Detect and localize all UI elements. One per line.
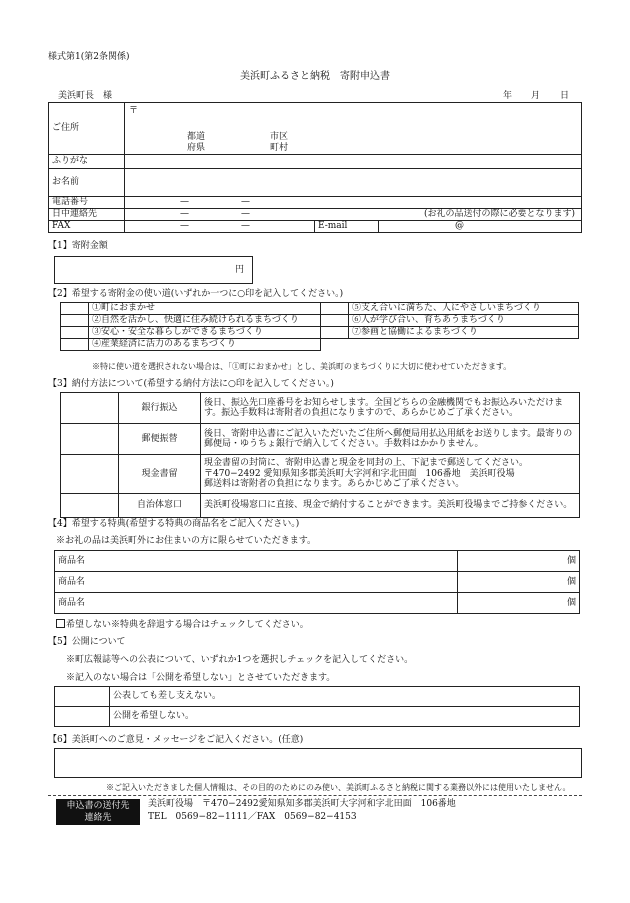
fax-field[interactable] bbox=[125, 221, 315, 233]
form-id: 様式第1(第2条関係) bbox=[48, 52, 130, 62]
disclosure-check-1[interactable] bbox=[55, 687, 110, 707]
phone-dash-1: — bbox=[180, 197, 189, 207]
payment-desc-registered bbox=[201, 455, 580, 494]
gift-name-1[interactable]: 商品名 bbox=[55, 551, 458, 572]
s5-heading: 【5】公開について bbox=[48, 637, 126, 647]
s5-note-2: ※記入のない場合は「公開を希望しない」とさせていただきます。 bbox=[66, 673, 336, 683]
payment-method-postal: 郵便振替 bbox=[119, 424, 201, 455]
email-at: @ bbox=[455, 221, 464, 231]
name-label: お名前 bbox=[49, 169, 125, 197]
phone-label: 電話番号 bbox=[49, 197, 125, 209]
payment-mark-registered[interactable] bbox=[61, 455, 119, 494]
divider bbox=[48, 795, 582, 796]
decline-label: 希望しない※特典を辞退する場合はチェックしてください。 bbox=[66, 620, 309, 630]
disclosure-option-2: 公開を希望しない。 bbox=[110, 707, 580, 727]
day-contact-label: 日中連絡先 bbox=[49, 209, 125, 221]
donation-amount-box[interactable] bbox=[54, 256, 253, 284]
payment-method-bank: 銀行振込 bbox=[119, 393, 201, 424]
purpose-mark-4[interactable] bbox=[61, 339, 89, 351]
s6-heading: 【6】美浜町へのご意見・メッセージをご記入ください。(任意) bbox=[48, 735, 304, 745]
purpose-mark-6[interactable] bbox=[321, 315, 349, 327]
yen-label: 円 bbox=[234, 265, 244, 275]
footer-badge bbox=[56, 799, 140, 825]
day-dash-1: — bbox=[180, 209, 189, 219]
day-dash-2: — bbox=[241, 209, 250, 219]
date-year: 年 bbox=[503, 91, 513, 101]
addressee: 美浜町長 様 bbox=[58, 91, 113, 101]
s1-heading: 【1】寄附金額 bbox=[48, 241, 108, 251]
payment-table bbox=[60, 392, 580, 518]
page-title: 美浜町ふるさと納税 寄附申込書 bbox=[240, 71, 390, 82]
purpose-mark-1[interactable] bbox=[61, 303, 89, 315]
payment-mark-counter[interactable] bbox=[61, 494, 119, 518]
furigana-field[interactable] bbox=[125, 155, 582, 169]
message-box[interactable] bbox=[54, 748, 582, 778]
applicant-table bbox=[48, 102, 582, 233]
gift-note: (お礼の品送付の際に必要となります) bbox=[423, 209, 575, 219]
s2-note: ※特に使い道を選択されない場合は、「①町におまかせ」とし、美浜町のまちづくりに大切に使わせていただきます。 bbox=[92, 362, 512, 371]
purpose-mark-3[interactable] bbox=[61, 327, 89, 339]
gift-table bbox=[54, 550, 580, 614]
purpose-mark-7[interactable] bbox=[321, 327, 349, 339]
address-label: ご住所 bbox=[49, 103, 125, 155]
s3-heading: 【3】納付方法について(希望する納付方法に○印を記入してください。) bbox=[48, 379, 334, 389]
s4-note: ※お礼の品は美浜町外にお住まいの方に限らせていただきます。 bbox=[56, 536, 317, 546]
s5-note-1: ※町広報誌等への公表について、いずれか1つを選択しチェックを記入してください。 bbox=[66, 655, 414, 665]
payment-desc-bank: 後日、振込先口座番号をお知らせします。全国どちらの金融機関でもお振込みいただけます。振込手数料は寄附者の負担になりますので、あらかじめご了承ください。 bbox=[201, 393, 580, 424]
decline-row bbox=[56, 619, 309, 630]
s4-heading: 【4】希望する特典(希望する特典の商品名をご記入ください。) bbox=[48, 519, 300, 529]
privacy-note: ※ご記入いただきました個人情報は、その目的のためにのみ使い、美浜町ふるさと納税に関する業務以外には使用いたしません。 bbox=[106, 783, 571, 792]
purpose-option-1: ①町におまかせ bbox=[89, 303, 321, 315]
phone-dash-2: — bbox=[241, 197, 250, 207]
decline-checkbox[interactable] bbox=[56, 619, 65, 628]
fax-dash-2: — bbox=[241, 221, 250, 231]
purpose-mark-2[interactable] bbox=[61, 315, 89, 327]
email-label: E-mail bbox=[315, 221, 379, 233]
purpose-option-5: ⑤支え合いに満ちた、人にやさしいまちづくり bbox=[349, 303, 579, 315]
disclosure-option-1: 公表しても差し支えない。 bbox=[110, 687, 580, 707]
shikuchoson-label: 市区 町村 bbox=[270, 132, 289, 154]
name-field[interactable] bbox=[125, 169, 582, 197]
furigana-label: ふりがな bbox=[49, 155, 125, 169]
purpose-option-7: ⑦参画と協働によるまちづくり bbox=[349, 327, 579, 339]
gift-qty-3[interactable]: 個 bbox=[458, 593, 580, 614]
date-month: 月 bbox=[531, 91, 541, 101]
payment-mark-postal[interactable] bbox=[61, 424, 119, 455]
gift-name-2[interactable]: 商品名 bbox=[55, 572, 458, 593]
registered-line-2: 〒470−2492 愛知県知多郡美浜町大字河和字北田面 106番地 美浜町役場 bbox=[204, 468, 515, 479]
footer-tel: TEL 0569−82−1111／FAX 0569−82−4153 bbox=[148, 812, 357, 822]
disclosure-table bbox=[54, 686, 580, 727]
registered-line-3: 郵送料は寄附者の負担になります。あらかじめご了承ください。 bbox=[204, 479, 465, 490]
gift-qty-2[interactable]: 個 bbox=[458, 572, 580, 593]
email-field[interactable] bbox=[379, 221, 582, 233]
todofuken-label: 都道 府県 bbox=[187, 132, 206, 154]
purpose-mark-5[interactable] bbox=[321, 303, 349, 315]
payment-mark-bank[interactable] bbox=[61, 393, 119, 424]
payment-desc-counter: 美浜町役場窓口に直接、現金で納付することができます。美浜町役場までご持参ください。 bbox=[201, 494, 580, 518]
purpose-option-4: ④産業経済に活力のあるまちづくり bbox=[89, 339, 321, 351]
payment-method-counter: 自治体窓口 bbox=[119, 494, 201, 518]
purpose-table bbox=[60, 302, 579, 351]
date-day: 日 bbox=[560, 91, 570, 101]
footer-office: 美浜町役場 〒470−2492愛知県知多郡美浜町大字河和字北田面 106番地 bbox=[148, 799, 456, 809]
payment-desc-postal: 後日、寄附申込書にご記入いただいたご住所へ郵便局用払込用紙をお送りします。最寄りの郵便局・ゆうちょ銀行で納入してください。手数料はかかりません。 bbox=[201, 424, 580, 455]
purpose-option-3: ③安心・安全な暮らしができるまちづくり bbox=[89, 327, 321, 339]
address-field[interactable] bbox=[125, 103, 582, 155]
purpose-option-2: ②自然を活かし、快適に住み続けられるまちづくり bbox=[89, 315, 321, 327]
s2-heading: 【2】希望する寄附金の使い道(いずれか一つに○印を記入してください。) bbox=[48, 289, 344, 299]
fax-label: FAX bbox=[49, 221, 125, 233]
purpose-option-6: ⑥人が学び合い、育ちあうまちづくり bbox=[349, 315, 579, 327]
phone-field[interactable] bbox=[125, 197, 582, 209]
badge-line-2: 連絡先 bbox=[84, 813, 112, 823]
fax-dash-1: — bbox=[180, 221, 189, 231]
gift-name-3[interactable]: 商品名 bbox=[55, 593, 458, 614]
payment-method-registered: 現金書留 bbox=[119, 455, 201, 494]
disclosure-check-2[interactable] bbox=[55, 707, 110, 727]
gift-qty-1[interactable]: 個 bbox=[458, 551, 580, 572]
badge-line-1: 申込書の送付先 bbox=[66, 801, 130, 811]
registered-line-1: 現金書留の封筒に、寄附申込書と現金を同封の上、下記まで郵送してください。 bbox=[204, 458, 529, 469]
postal-mark: 〒 bbox=[129, 106, 139, 116]
day-contact-field[interactable] bbox=[125, 209, 582, 221]
